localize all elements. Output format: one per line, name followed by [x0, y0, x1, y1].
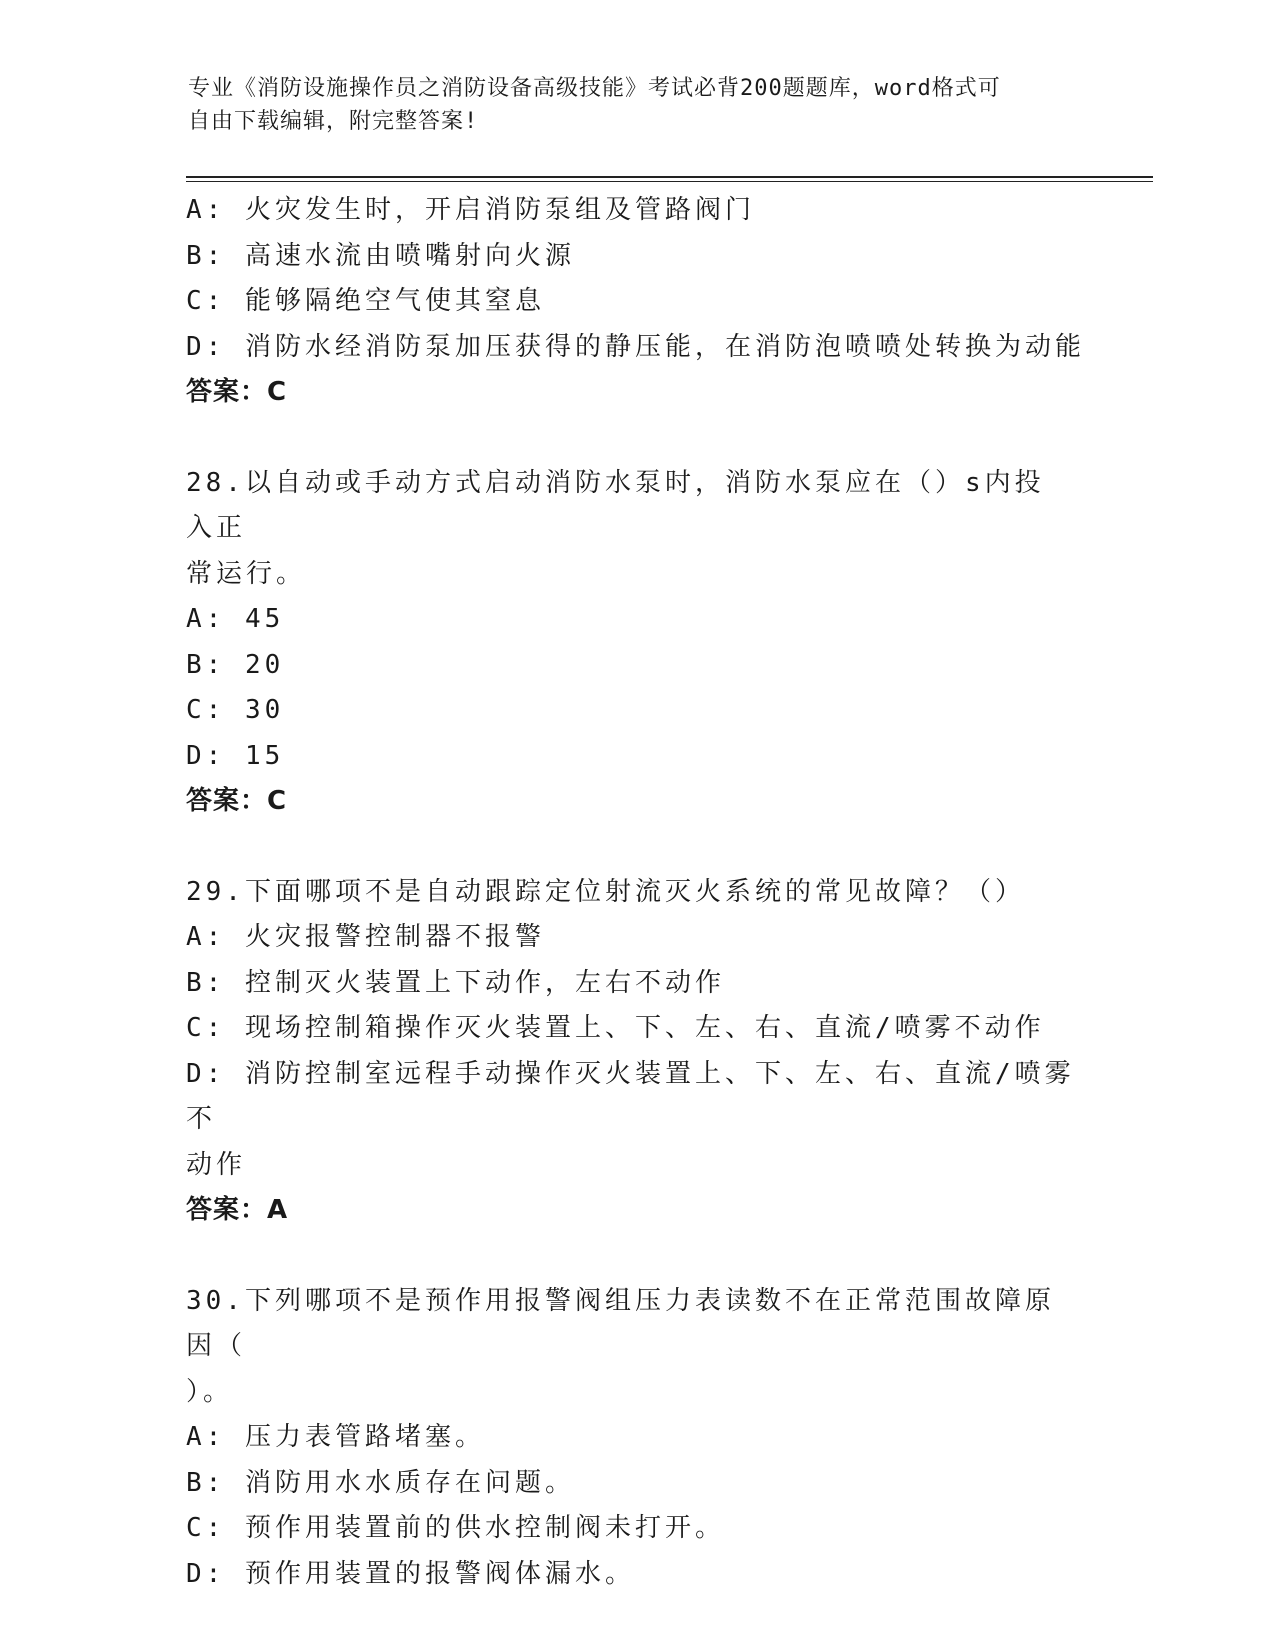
question-30-block	[186, 1279, 1086, 1598]
q29-option-d-line-2: 动作	[186, 1149, 247, 1180]
header-line-1: 专业《消防设施操作员之消防设备高级技能》考试必背200题题库，word格式可	[188, 76, 1001, 101]
q28-question-line-1: 28.以自动或手动方式启动消防水泵时，消防水泵应在（）s内投入正	[186, 467, 1045, 543]
q28-option-c: C: 30	[186, 695, 285, 725]
q28-option-a: A: 45	[186, 604, 285, 634]
question-29-block	[186, 870, 1086, 1234]
q28-question-line-2: 常运行。	[186, 558, 307, 589]
q29-answer: 答案：A	[186, 1195, 289, 1225]
q27-option-b: B: 高速水流由喷嘴射向火源	[186, 240, 575, 271]
q30-question-line-2: ）。	[186, 1376, 234, 1407]
document-body	[186, 188, 1086, 1597]
q30-option-a: A: 压力表管路堵塞。	[186, 1422, 485, 1452]
q30-option-b: B: 消防用水水质存在问题。	[186, 1467, 575, 1498]
q28-answer: 答案：C	[186, 786, 288, 816]
header-divider	[186, 176, 1153, 182]
q29-option-d-line-1: D: 消防控制室远程手动操作灭火装置上、下、左、右、直流/喷雾不	[186, 1058, 1075, 1134]
header-line-2: 自由下载编辑，附完整答案!	[188, 109, 479, 134]
q29-option-c: C: 现场控制箱操作灭火装置上、下、左、右、直流/喷雾不动作	[186, 1013, 1045, 1043]
q30-option-d: D: 预作用装置的报警阀体漏水。	[186, 1558, 635, 1589]
q29-option-b: B: 控制灭火装置上下动作，左右不动作	[186, 967, 725, 998]
q27-answer: 答案：C	[186, 377, 288, 407]
q29-question: 29.下面哪项不是自动跟踪定位射流灭火系统的常见故障？（）	[186, 876, 1025, 907]
q28-option-d: D: 15	[186, 740, 285, 771]
document-header	[188, 72, 1068, 138]
q27-option-d: D: 消防水经消防泵加压获得的静压能，在消防泡喷喷处转换为动能	[186, 331, 1085, 362]
q30-question-line-1: 30.下列哪项不是预作用报警阀组压力表读数不在正常范围故障原因（	[186, 1285, 1055, 1361]
q28-option-b: B: 20	[186, 649, 285, 680]
q27-option-a: A: 火灾发生时，开启消防泵组及管路阀门	[186, 195, 755, 225]
question-28-block	[186, 461, 1086, 825]
question-27-block	[186, 188, 1086, 416]
q27-option-c: C: 能够隔绝空气使其窒息	[186, 286, 545, 316]
q29-option-a: A: 火灾报警控制器不报警	[186, 922, 545, 952]
q30-option-c: C: 预作用装置前的供水控制阀未打开。	[186, 1513, 725, 1543]
